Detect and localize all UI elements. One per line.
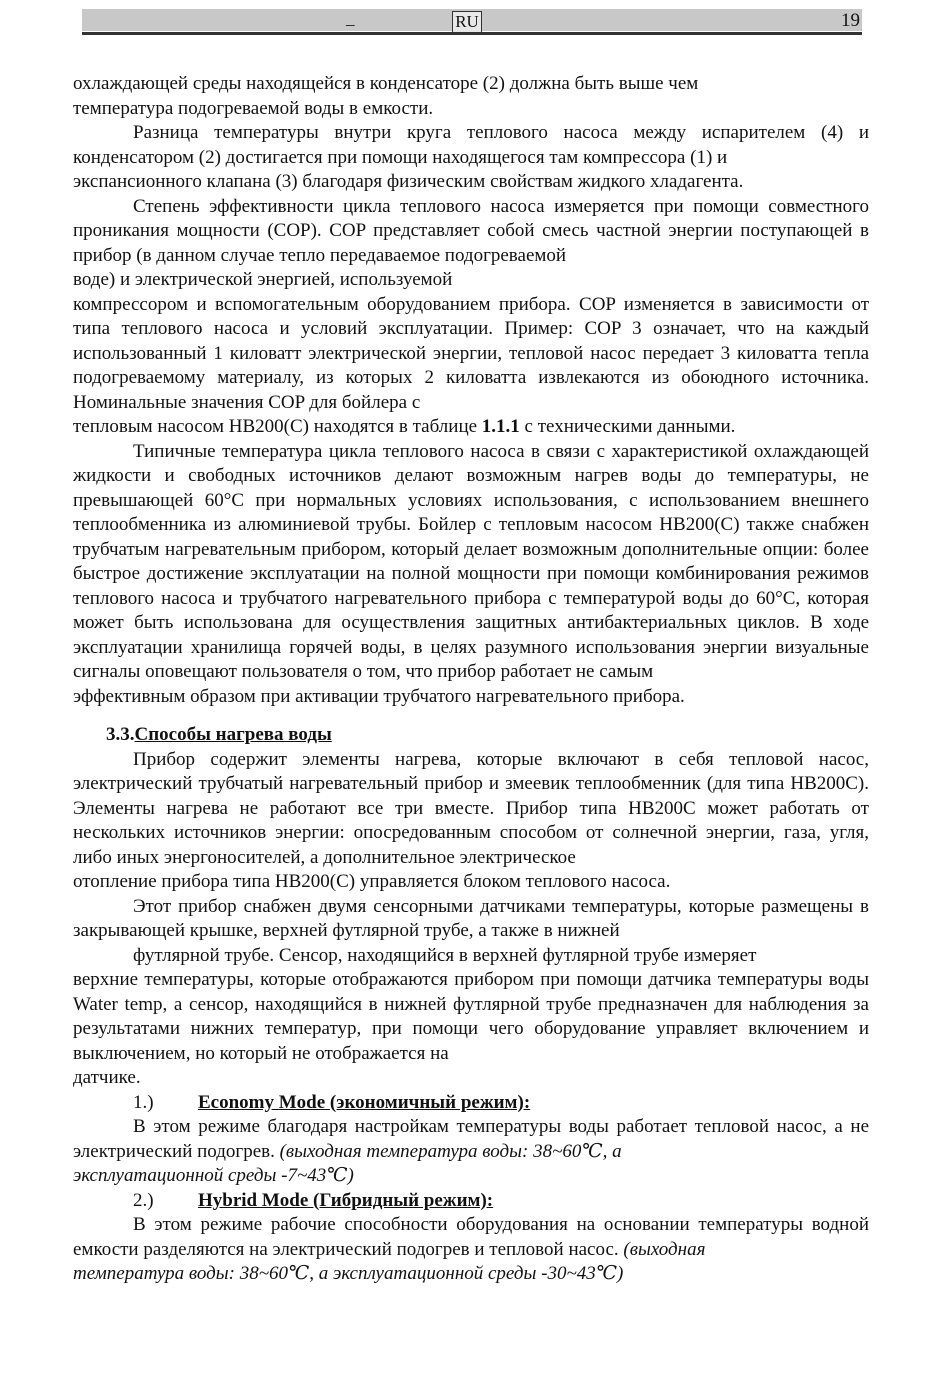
section-paragraph-1-end: отопление прибора типа HB200(C) управляется блоком теплового насоса. <box>73 871 671 892</box>
mode-1-heading <box>133 1091 869 1116</box>
paragraph-4-end <box>73 415 869 440</box>
page-number: 19 <box>841 10 860 31</box>
paragraph-4-post: с техническими данными. <box>519 416 736 437</box>
paragraph-3-end: воде) и электрической энергией, используемой <box>73 269 453 290</box>
page-content <box>73 72 869 1287</box>
paragraph-4: компрессором и вспомогательным оборудованием прибора. COP изменяется в зависимости от типа теплового насоса и условий эксплуатации. Пример: COP 3 означает, что на каждый использованный 1 киловатт электрической энергии, тепловой насос передает 3 киловатта тепла подогреваемому материалу, из которых 2 киловатта извлекаются из обоюдного источника. Номинальные значения COP для бойлера с <box>73 293 869 413</box>
header-dash: _ <box>346 9 355 28</box>
paragraph-text: охлаждающей среды находящейся в конденсаторе (2) должна быть выше чем <box>73 73 699 94</box>
language-badge: RU <box>452 11 482 33</box>
mode-2-heading <box>133 1189 869 1214</box>
mode-2-note: (выходная <box>623 1238 706 1260</box>
mode-1-title: Economy Mode (экономичный режим): <box>198 1091 531 1113</box>
mode-1-number: 1.) <box>133 1091 154 1113</box>
mode-1-note: (выходная температура воды: 38~60℃, а <box>279 1140 622 1162</box>
mode-2-number: 2.) <box>133 1189 154 1211</box>
mode-2-title: Hybrid Mode (Гибридный режим): <box>198 1189 494 1211</box>
section-title: Способы нагрева воды <box>134 724 332 745</box>
section-paragraph-2: Этот прибор снабжен двумя сенсорными датчиками температуры, которые размещены в закрывающей крышке, верхней футлярной трубе, а также в нижней <box>73 895 869 941</box>
paragraph-5-end: эффективным образом при активации трубчатого нагревательного прибора. <box>73 685 685 707</box>
mode-2-body: В этом режиме рабочие способности оборудования на основании температуры водной емкости разделяются на электрический подогрев и тепловой насос. <box>73 1214 869 1260</box>
section-number: 3.3. <box>106 724 135 745</box>
section-paragraph-2-end: датчике. <box>73 1067 141 1088</box>
mode-2-text <box>73 1213 869 1262</box>
spacer <box>73 709 869 723</box>
mode-1-body: В этом режиме благодаря настройкам температуры воды работает тепловой насос, а не электрический подогрев. <box>73 1116 869 1162</box>
mode-2-note-end: температура воды: 38~60℃, а эксплуатационной среды -30~43℃) <box>73 1263 624 1284</box>
paragraph-2-end: экспансионного клапана (3) благодаря физическим свойствам жидкого хладагента. <box>73 171 744 192</box>
paragraph-5: Типичные температура цикла теплового насоса в связи с характеристикой охлаждающей жидкости и свободных источников делают возможным нагрев воды до температуры, не превышающей 60°C при нормальных условиях использования, с использованием внешнего теплообменника из алюминиевой трубы. Бойлер с тепловым насосом HB200(C) также снабжен трубчатым нагревательным прибором, который делает возможным дополнительные опции: более быстрое достижение эксплуатации на полной мощности при помощи комбинирования режимов теплового насоса и трубчатого нагревательного прибора с температурой воды до 60°C, которая может быть использована для осуществления защитных антибактериальных циклов. В ходе эксплуатации хранилища горячей воды, в целях разумного использования энергии визуальные сигналы оповещают пользователя о том, что прибор работает не самым <box>73 440 869 682</box>
section-paragraph-1: Прибор содержит элементы нагрева, которые включают в себя тепловой насос, электрический трубчатый нагревательный прибор и змеевик теплообменник (для типа HB200C). Элементы нагрева не работают все три вместе. Прибор типа HB200C может работать от нескольких источников энергии: опосредованным способом от солнечной энергии, газа, угля, либо иных энергоносителей, а дополнительное электрическое <box>73 748 869 868</box>
paragraph-1 <box>73 72 869 97</box>
section-paragraph-2-c: верхние температуры, которые отображаются прибором при помощи датчика температуры воды Water temp, а сенсор, находящийся в нижней футлярной трубе предназначен для наблюдения за результатами нижних температур, при помощи чего оборудование управляет включением и выключением, но который не отображается на <box>73 969 869 1064</box>
table-reference: 1.1.1 <box>481 416 520 437</box>
paragraph-1-end: температура подогреваемой воды в емкости. <box>73 97 434 119</box>
section-heading <box>106 723 869 748</box>
mode-1-note-end: эксплуатационной среды -7~43℃) <box>73 1165 354 1186</box>
paragraph-2: Разница температуры внутри круга теплового насоса между испарителем (4) и конденсатором (2) достигается при помощи находящегося там компрессора (1) и <box>73 122 869 168</box>
mode-1-text <box>73 1115 869 1164</box>
paragraph-3: Степень эффективности цикла теплового насоса измеряется при помощи совместного проникания мощности (COP). COP представляет собой смесь частной энергии поступающей в прибор (в данном случае тепло передаваемое подогреваемой <box>73 195 869 266</box>
paragraph-4-pre: тепловым насосом HB200(C) находятся в таблице <box>73 416 482 437</box>
section-paragraph-2-b: футлярной трубе. Сенсор, находящийся в верхней футлярной трубе измеряет <box>133 944 757 966</box>
